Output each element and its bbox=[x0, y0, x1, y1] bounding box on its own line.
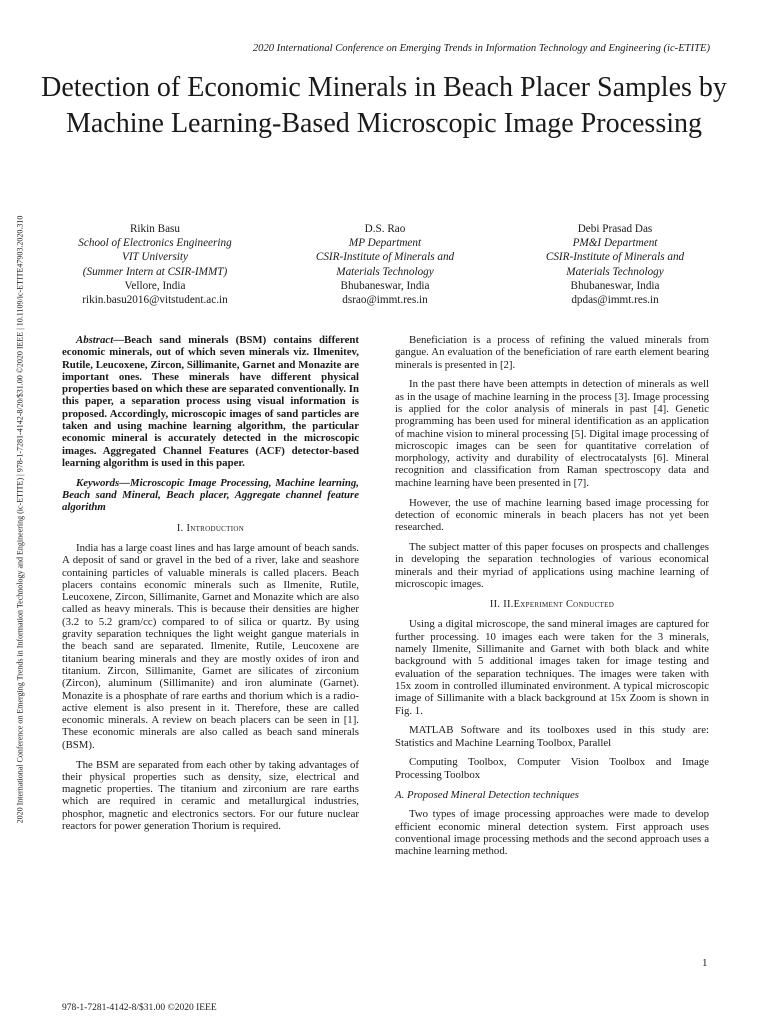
author-affiliation: VIT University bbox=[122, 251, 188, 264]
author-affiliation: (Summer Intern at CSIR-IMMT) bbox=[82, 265, 228, 278]
keywords-text: Keywords—Microscopic Image Processing, Machine learning, Beach sand Mineral, Beach placer, Aggregate channel feature algorithm bbox=[62, 476, 359, 514]
right-column bbox=[395, 334, 709, 865]
paragraph: Computing Toolbox, Computer Vision Toolbox and Image Processing Toolbox bbox=[395, 756, 709, 781]
author-affiliation: MP Department bbox=[348, 237, 422, 250]
author-location: Vellore, India bbox=[124, 279, 186, 292]
author-2 bbox=[270, 222, 500, 307]
author-affiliation: Materials Technology bbox=[566, 265, 664, 278]
author-affiliation: PM&I Department bbox=[572, 237, 658, 250]
author-location: Bhubaneswar, India bbox=[340, 279, 430, 292]
conference-header: 2020 International Conference on Emerging Trends in Information Technology and Engineering (ic-ETITE) bbox=[252, 43, 710, 54]
author-email: rikin.basu2016@vitstudent.ac.in bbox=[82, 294, 228, 307]
author-3 bbox=[500, 222, 730, 307]
author-name: D.S. Rao bbox=[364, 223, 406, 235]
left-column bbox=[62, 334, 359, 840]
footer-isbn: 978-1-7281-4142-8/$31.00 ©2020 IEEE bbox=[62, 1003, 217, 1013]
author-location: Bhubaneswar, India bbox=[570, 279, 660, 292]
abstract bbox=[62, 334, 359, 469]
abstract-label: Abstract bbox=[76, 334, 114, 346]
paragraph: However, the use of machine learning based image processing for detection of economic minerals in beach placers has not yet been researched. bbox=[395, 496, 709, 534]
abstract-text: —Beach sand minerals (BSM) contains different economic minerals, out of which seven minerals viz. Ilmenitev, Rutile, Leucoxene, Zircon, Sillimanite, Garnet and Monazite are important ones. These minerals have different physical properties based on which these are separated conventionally. In this paper, a separation process using visual information is proposed. Accordingly, microscopic images of sand particles are taken and using machine learning algorithm, the particular economic mineral is accurately detected in the microscopic images. Aggregated Channel Features (ACF) detector-based learning algorithm is used in this paper. bbox=[62, 334, 359, 469]
author-email: dpdas@immt.res.in bbox=[571, 294, 659, 307]
paragraph: Two types of image processing approaches were made to develop efficient economic mineral detection system. First approach uses conventional image processing methods and the second approach uses a machine learning method. bbox=[395, 808, 709, 858]
paragraph: The subject matter of this paper focuses on prospects and challenges in developing the separation technologies of various economical minerals and their myriad of applications using machine learning of microscopic images. bbox=[395, 540, 709, 590]
paragraph: In the past there have been attempts in detection of minerals as well as in the usage of machine learning in the process [3]. Image processing is applied for the color analysis of minerals in past [4]. Genetic programming has been used for mineral identification as an application of machine vision to mineral processing [5]. Digital image processing of microscopic images can be seen for quantitative correlation of morphology, activity and durability of electrocatalysts [6]. Mineral recognition and classification from Raman spectroscopy data and machine learning have been presented in [7]. bbox=[395, 378, 709, 489]
keywords bbox=[62, 477, 359, 514]
author-affiliation: CSIR-Institute of Minerals and bbox=[545, 251, 685, 264]
author-email: dsrao@immt.res.in bbox=[342, 294, 428, 307]
section-heading-experiment: II. II.Experiment Conducted bbox=[489, 599, 615, 611]
author-1 bbox=[40, 222, 270, 307]
author-name: Debi Prasad Das bbox=[577, 223, 653, 235]
section-heading-introduction: I. Introduction bbox=[176, 522, 245, 534]
paragraph: Using a digital microscope, the sand mineral images are captured for further processing. 10 images each were taken for the 3 minerals, namely Ilmenite, Sillimanite and Garnet with both black and white background with 5 additional images taken for image testing and evaluation of the separation techniques. The images were taken with 15x zoom in controlled illuminated environment. A typical microscopic image of Sillimanite with a black background at 15x Zoom is shown in Fig. 1. bbox=[395, 618, 709, 717]
paragraph: The BSM are separated from each other by taking advantages of their physical properties such as density, size, electrical and magnetic properties. The titanium and zirconium are rare earths which are required in ceramic and metallurgical industries, phosphor, magnetic and electronics sectors. For our future nuclear reactors for power generation Thorium is required. bbox=[62, 758, 359, 832]
paragraph: India has a large coast lines and has large amount of beach sands. A deposit of sand or gravel in the bed of a river, lake and seashore containing particles of valuable minerals is called placers. Beach placers contains economic minerals such as Ilmenite, Rutile, Leucoxene, Zircon, Sillimanite, Garnet and Monazite which are also called as heavy minerals. This is because their densities are higher (3.2 to 5.2 gram/cc) compared to of silica or quartz. By using gravity separation techniques the light weight gangue materials in the beach sand are separated. Ilmenite, Rutile, Leucoxene are titanium bearing minerals and they are mostly oxides of iron and titanium. Zircon, Sillimanite, Garnet are silicates of zirconium (Zircon), aluminum (Sillimanite) and iron aluminate (Garnet). Monazite is a phosphate of rare earths and thorium which is a radio-active element is also present in it. Therefore, these are called economic minerals. A review on beach placers can be seen in [1]. These economic minerals are also called as beach sand minerals (BSM). bbox=[62, 541, 359, 751]
paragraph: Beneficiation is a process of refining the valued minerals from gangue. An evaluation of the beneficiation of rare earth element bearing minerals is presented in [2]. bbox=[395, 334, 709, 371]
author-affiliation: CSIR-Institute of Minerals and bbox=[315, 251, 455, 264]
page-number: 1 bbox=[702, 957, 708, 969]
subsection-heading: A. Proposed Mineral Detection techniques bbox=[395, 788, 580, 801]
author-affiliation: School of Electronics Engineering bbox=[78, 237, 232, 250]
author-affiliation: Materials Technology bbox=[336, 265, 434, 278]
paragraph: MATLAB Software and its toolboxes used in this study are: Statistics and Machine Learning Toolbox, Parallel bbox=[395, 724, 709, 749]
paper-title: Detection of Economic Minerals in Beach Placer Samples by Machine Learning-Based Microscopic Image Processing bbox=[41, 72, 727, 139]
side-citation-note: 2020 International Conference on Emerging Trends in Information Technology and Engineering (ic-ETITE) | 978-1-7281-4142-8/20/$31.00 ©2020 IEEE | 10.1109/ic-ETITE47903.2020.310 bbox=[15, 215, 25, 824]
author-name: Rikin Basu bbox=[129, 223, 181, 235]
